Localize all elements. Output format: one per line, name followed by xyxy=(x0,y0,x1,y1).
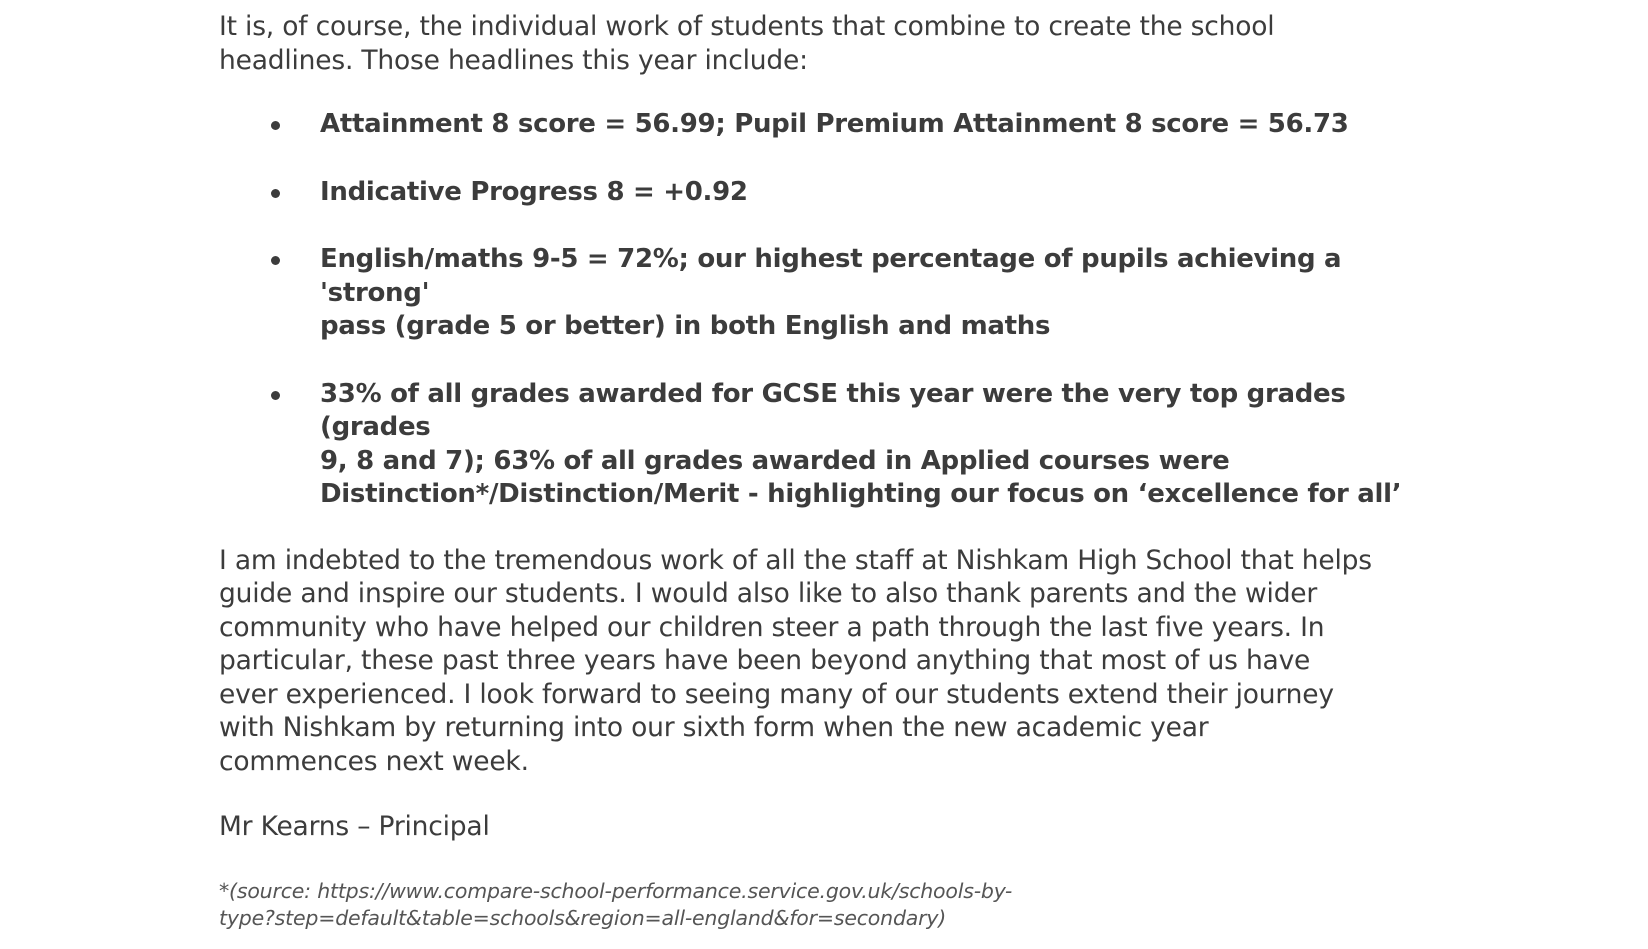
intro-line: It is, of course, the individual work of students that combine to create the school xyxy=(219,11,1275,42)
bullet-icon xyxy=(271,121,280,130)
headline-text: English/maths 9-5 = 72%; our highest percentage of pupils achieving a 'strong' xyxy=(320,244,1342,308)
headline-text: Indicative Progress 8 = +0.92 xyxy=(320,176,748,207)
closing-line: I am indebted to the tremendous work of all the staff at Nishkam High School that helps xyxy=(219,544,1372,576)
bullet-icon xyxy=(271,189,280,198)
source-line: *(source: https://www.compare-school-performance.service.gov.uk/schools-by- xyxy=(219,878,1013,903)
closing-line: ever experienced. I look forward to seeing many of our students extend their journey xyxy=(219,678,1334,710)
headline-text: 9, 8 and 7); 63% of all grades awarded in Applied courses were xyxy=(320,445,1230,476)
bullet-icon xyxy=(271,256,280,265)
headline-item xyxy=(219,243,1419,344)
bullet-icon xyxy=(271,391,280,400)
closing-line: community who have helped our children steer a path through the last five years. In xyxy=(219,611,1325,643)
source-footnote xyxy=(219,878,1419,932)
signature: Mr Kearns – Principal xyxy=(219,811,490,842)
headline-text: Attainment 8 score = 56.99; Pupil Premium Attainment 8 score = 56.73 xyxy=(320,109,1349,139)
intro-line: headlines. Those headlines this year include: xyxy=(219,44,808,76)
closing-line: commences next week. xyxy=(219,745,529,777)
headline-text: Distinction*/Distinction/Merit - highlighting our focus on ‘excellence for all’ xyxy=(320,479,1402,509)
headline-item xyxy=(219,108,1419,142)
closing-line: particular, these past three years have been beyond anything that most of us have xyxy=(219,645,1311,676)
headlines-list xyxy=(219,108,1419,512)
headline-text: pass (grade 5 or better) in both English and maths xyxy=(320,311,1051,341)
closing-line: guide and inspire our students. I would also like to also thank parents and the wider xyxy=(219,578,1318,609)
document-page xyxy=(219,10,1419,932)
source-line: type?step=default&table=schools&region=all-england&for=secondary) xyxy=(219,905,947,930)
closing-paragraph xyxy=(219,544,1419,779)
headline-item xyxy=(219,378,1419,512)
headline-text: 33% of all grades awarded for GCSE this year were the very top grades (grades xyxy=(320,378,1346,442)
closing-line: with Nishkam by returning into our sixth form when the new academic year xyxy=(219,712,1209,743)
intro-paragraph xyxy=(219,10,1419,77)
headline-item xyxy=(219,176,1419,210)
